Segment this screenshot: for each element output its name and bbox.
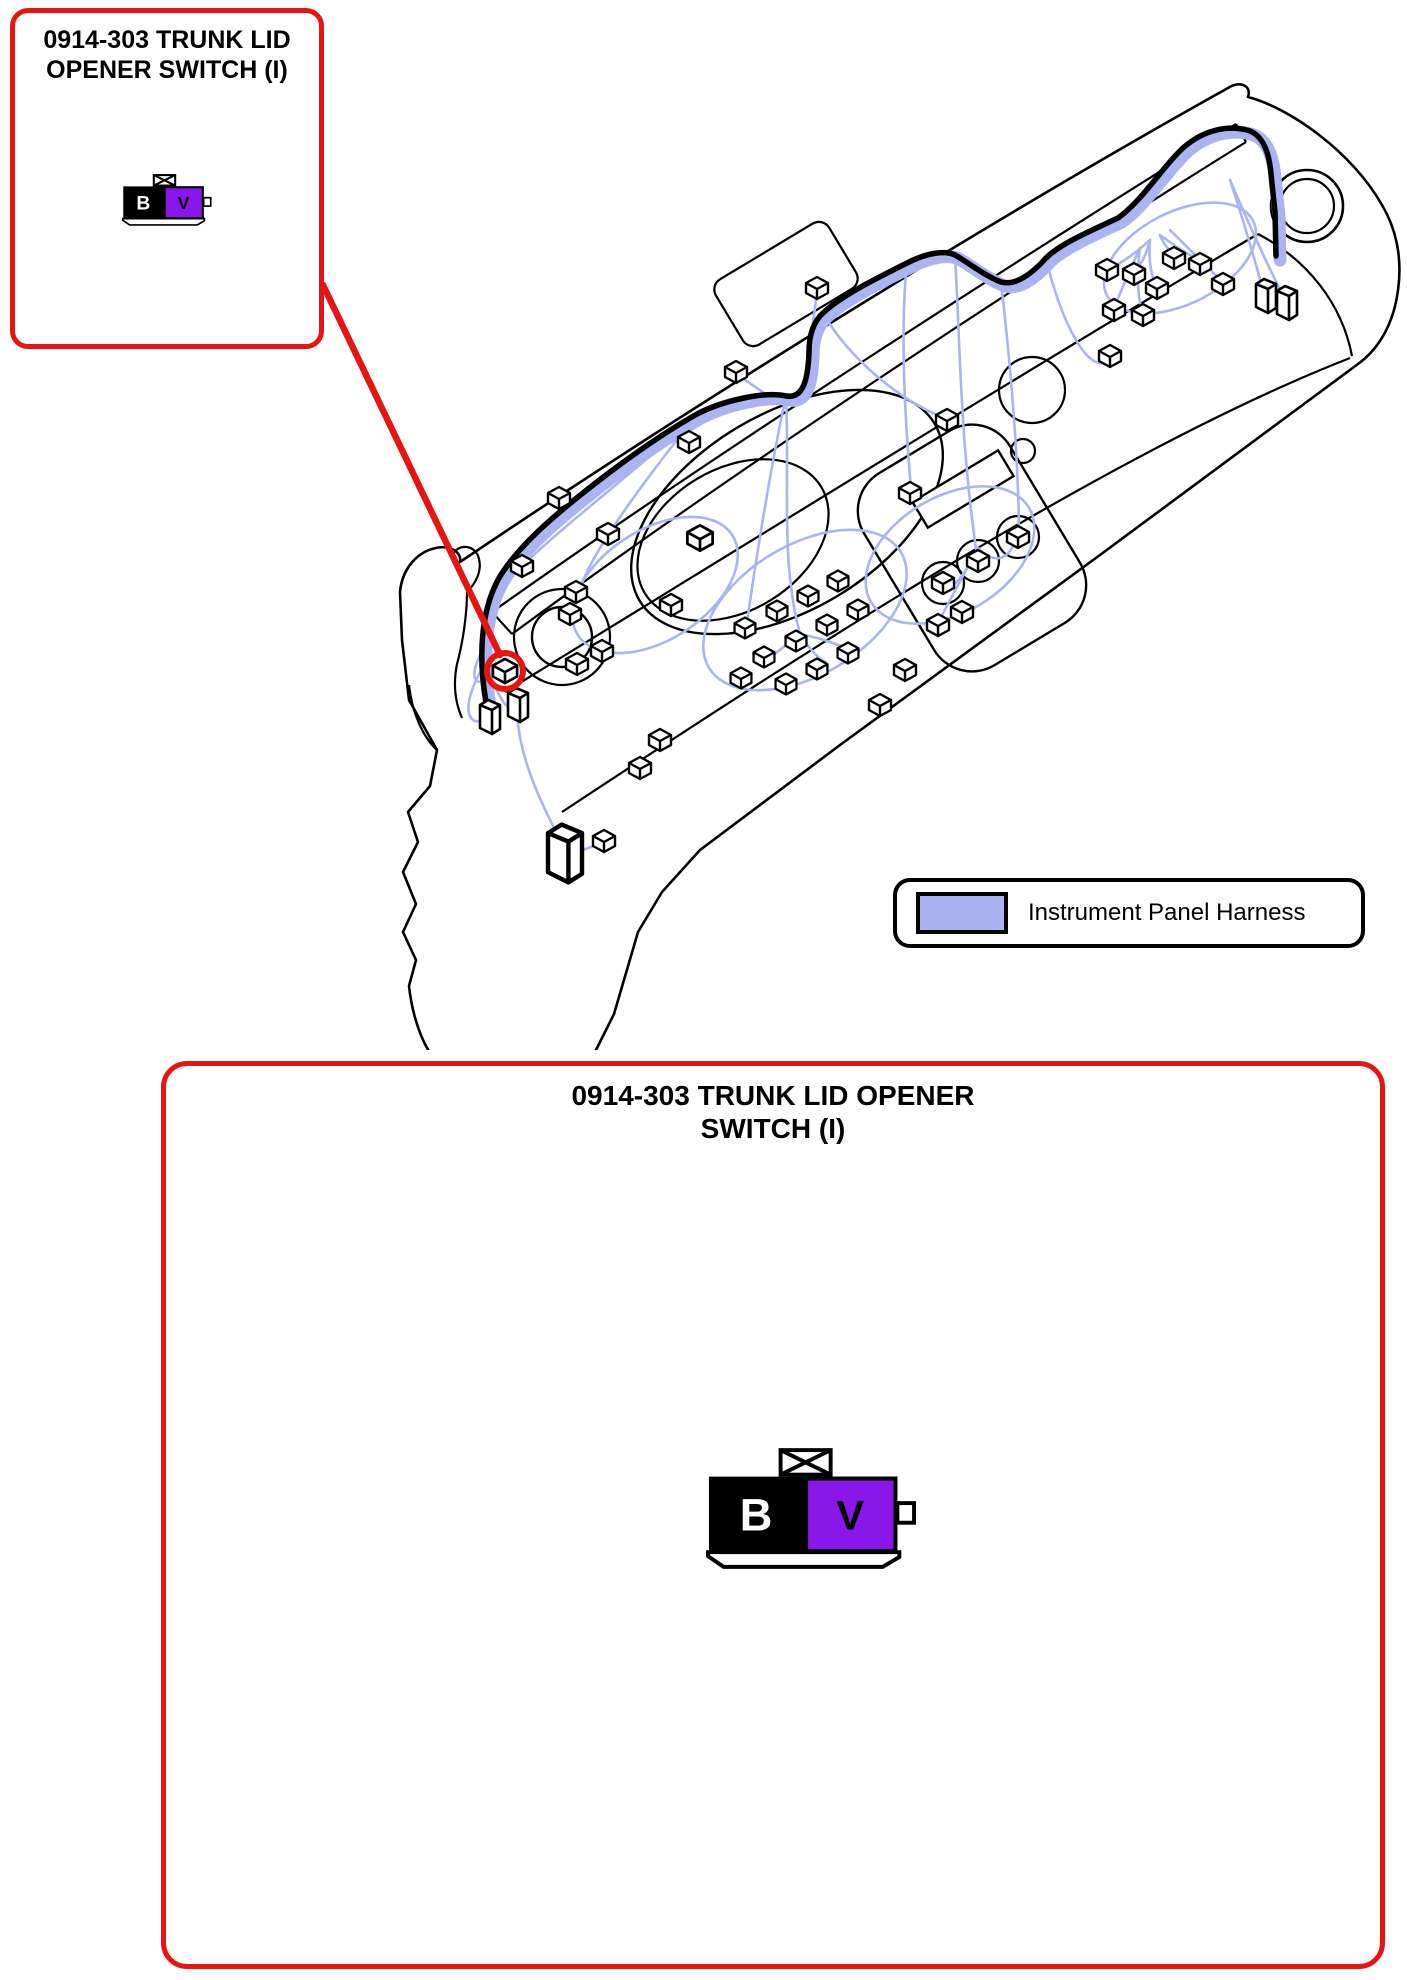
cavity-label-v: V xyxy=(836,1492,865,1539)
trunk-lid-switch-connector-icon-large xyxy=(706,1448,917,1569)
legend xyxy=(893,878,1365,948)
connector-tab xyxy=(204,198,211,206)
top-callout-title-line1: 0914-303 TRUNK LID xyxy=(43,26,291,54)
trunk-lid-opener-switch-connector xyxy=(493,659,517,683)
connector-base xyxy=(708,1552,899,1567)
bottom-callout-title xyxy=(166,1079,1380,1145)
top-callout-title-line2: OPENER SWITCH (I) xyxy=(46,55,288,84)
bottom-callout-title-line1: 0914-303 TRUNK LID OPENER xyxy=(571,1080,975,1111)
cavity-label-b: B xyxy=(136,193,151,215)
connector-base xyxy=(123,219,205,225)
cavity-label-b: B xyxy=(739,1489,773,1541)
legend-label: Instrument Panel Harness xyxy=(1028,899,1306,926)
cavity-label-v: V xyxy=(177,193,190,213)
bottom-callout-title-line2: SWITCH (I) xyxy=(700,1113,846,1145)
top-callout-title xyxy=(15,26,319,85)
harness-color-swatch xyxy=(916,892,1008,934)
trunk-lid-switch-connector-icon-small xyxy=(122,174,212,226)
connector-tab xyxy=(897,1503,914,1523)
